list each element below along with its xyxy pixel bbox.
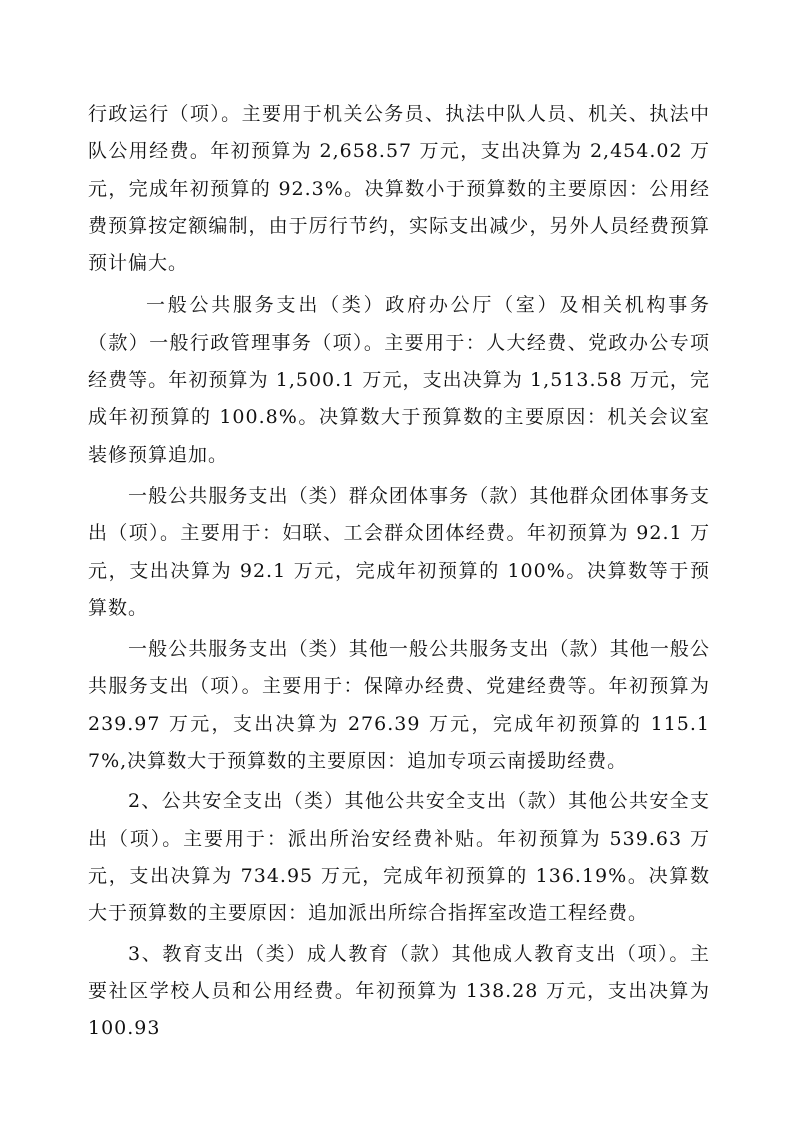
paragraph-general-administration: 一般公共服务支出（类）政府办公厅（室）及相关机构事务（款）一般行政管理事务（项）。主要用于：人大经费、党政办公专项经费等。年初预算为 1,500.1 万元，支出决算为 1,513.58 万元，完成年初预算的 100.8%。决算数大于预算数的主要原因：机关会议室装修预算追加。 [88, 294, 710, 466]
paragraph-education: 3、教育支出（类）成人教育（款）其他成人教育支出（项）。主要社区学校人员和公用经费。年初预算为 138.28 万元，支出决算为 100.93 [88, 942, 710, 1040]
paragraph-other-public-services: 一般公共服务支出（类）其他一般公共服务支出（款）其他一般公共服务支出（项）。主要用于：保障办经费、党建经费等。年初预算为 239.97 万元，支出决算为 276.39 万元，完成年初预算的 115.17%,决算数大于预算数的主要原因：追加专项云南援助经费。 [88, 638, 710, 773]
paragraph-public-security: 2、公共安全支出（类）其他公共安全支出（款）其他公共安全支出（项）。主要用于：派出所治安经费补贴。年初预算为 539.63 万元，支出决算为 734.95 万元，完成年初预算的 136.19%。决算数大于预算数的主要原因：追加派出所综合指挥室改造工程经费。 [88, 790, 710, 925]
document-page [88, 96, 710, 1047]
paragraph-mass-organizations: 一般公共服务支出（类）群众团体事务（款）其他群众团体事务支出（项）。主要用于：妇联、工会群众团体经费。年初预算为 92.1 万元，支出决算为 92.1 万元，完成年初预算的 100%。决算数等于预算数。 [88, 484, 710, 619]
paragraph-administrative-operation: 行政运行（项）。主要用于机关公务员、执法中队人员、机关、执法中队公用经费。年初预算为 2,658.57 万元，支出决算为 2,454.02 万元，完成年初预算的 92.3%。决算数小于预算数的主要原因：公用经费预算按定额编制，由于厉行节约，实际支出减少，另外人员经费预算预计偏大。 [88, 103, 710, 275]
